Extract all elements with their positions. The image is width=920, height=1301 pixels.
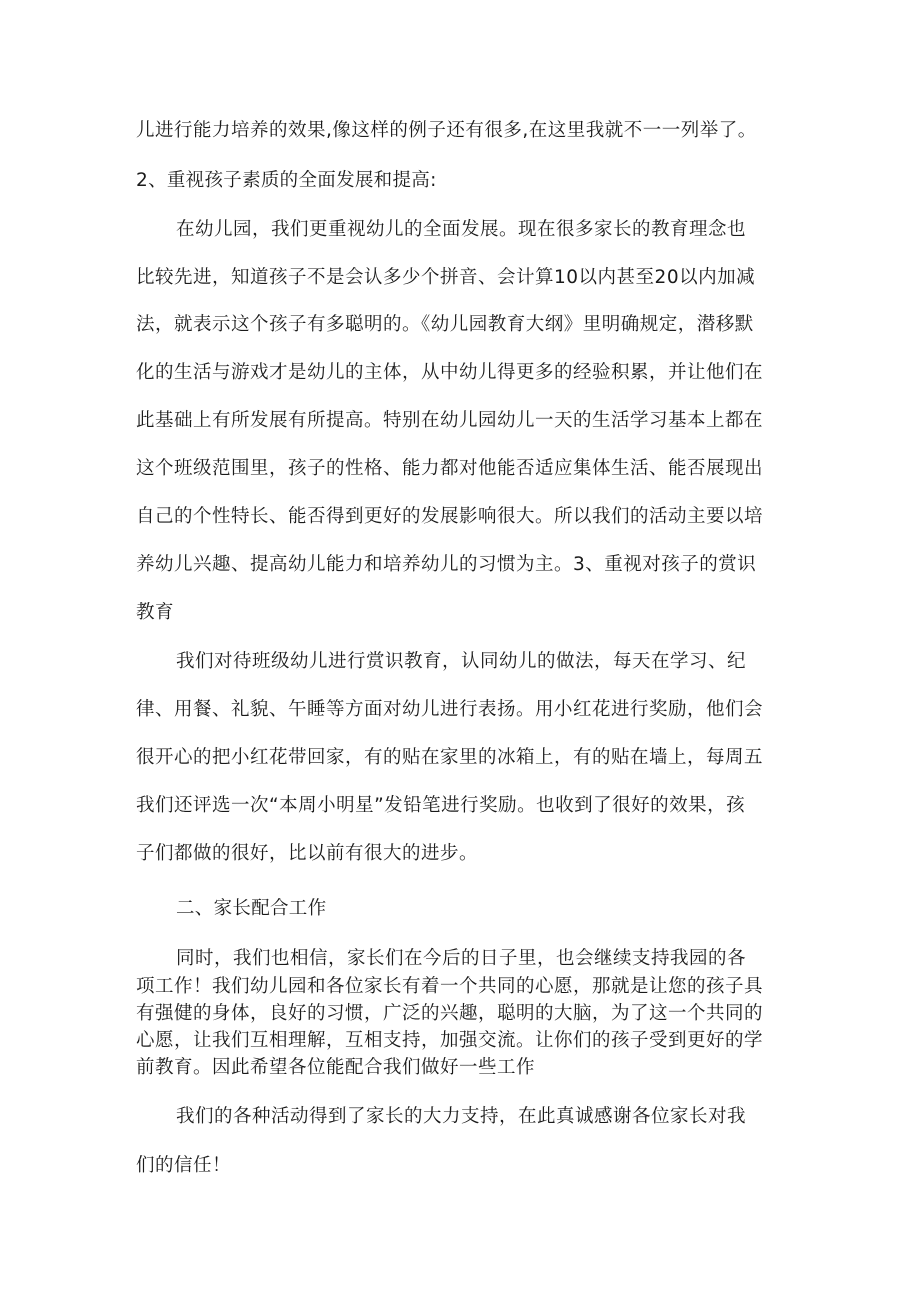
paragraph-line-13: 律、用餐、礼貌、午睡等方面对幼儿进行表扬。用小红花进行奖励，他们会 xyxy=(136,699,764,720)
paragraph-line-20: 有强健的身体，良好的习惯，广泛的兴趣，聪明的大脑，为了这一个共同的 xyxy=(136,1003,764,1024)
paragraph-line-11: 教育 xyxy=(136,602,175,623)
paragraph-line-15: 我们还评选一次“本周小明星”发铅笔进行奖励。也收到了很好的效果，孩 xyxy=(136,795,746,816)
paragraph-line-10: 养幼儿兴趣、提高幼儿能力和培养幼儿的习惯为主。3、重视对孩子的赏识 xyxy=(136,554,757,575)
paragraph-line-6: 化的生活与游戏才是幼儿的主体，从中幼儿得更多的经验积累，并让他们在 xyxy=(136,362,764,383)
paragraph-line-19: 项工作！我们幼儿园和各位家长有着一个共同的心愿，那就是让您的孩子具 xyxy=(136,976,764,997)
paragraph-line-5: 法，就表示这个孩子有多聪明的。《幼儿园教育大纲》里明确规定，潜移默 xyxy=(136,314,754,335)
paragraph-line-3: 在幼儿园，我们更重视幼儿的全面发展。现在很多家长的教育理念也 xyxy=(176,219,747,240)
paragraph-line-9: 自己的个性特长、能否得到更好的发展影响很大。所以我们的活动主要以培 xyxy=(136,506,764,527)
paragraph-line-21: 心愿，让我们互相理解，互相支持，加强交流。让你们的孩子受到更好的学 xyxy=(136,1030,764,1051)
paragraph-line-22: 前教育。因此希望各位能配合我们做好一些工作 xyxy=(136,1057,536,1078)
paragraph-line-1: 儿进行能力培养的效果,像这样的例子还有很多,在这里我就不一一列举了。 xyxy=(136,120,757,141)
paragraph-line-7: 此基础上有所发展有所提高。特别在幼儿园幼儿一天的生活学习基本上都在 xyxy=(136,410,764,431)
paragraph-line-18: 同时，我们也相信，家长们在今后的日子里，也会继续支持我园的各 xyxy=(176,948,747,969)
paragraph-line-12: 我们对待班级幼儿进行赏识教育，认同幼儿的做法，每天在学习、纪 xyxy=(176,651,747,672)
paragraph-line-4: 比较先进，知道孩子不是会认多少个拼音、会计算10以内甚至20以内加减 xyxy=(136,267,756,288)
paragraph-line-16: 子们都做的很好，比以前有很大的进步。 xyxy=(136,843,479,864)
section-heading-2: 2、重视孩子素质的全面发展和提高: xyxy=(136,170,437,191)
section-heading-parents: 二、家长配合工作 xyxy=(176,898,327,919)
paragraph-line-23: 我们的各种活动得到了家长的大力支持，在此真诚感谢各位家长对我 xyxy=(176,1106,747,1127)
paragraph-line-14: 很开心的把小红花带回家，有的贴在家里的冰箱上，有的贴在墙上，每周五 xyxy=(136,747,764,768)
paragraph-line-24: 们的信任！ xyxy=(136,1155,232,1176)
paragraph-line-8: 这个班级范围里，孩子的性格、能力都对他能否适应集体生活、能否展现出 xyxy=(136,458,764,479)
